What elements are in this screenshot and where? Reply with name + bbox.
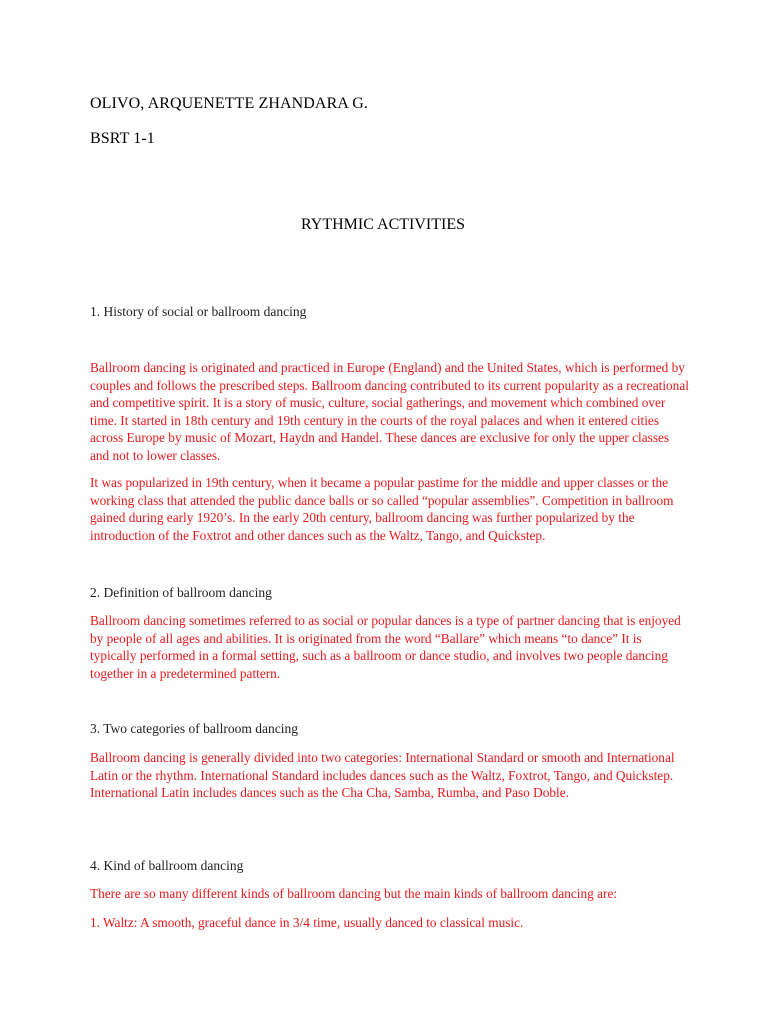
section-heading-categories: 3. Two categories of ballroom dancing xyxy=(90,721,298,736)
section-heading-history: 1. History of social or ballroom dancing xyxy=(90,304,307,319)
paragraph-categories: Ballroom dancing is generally divided into two categories: International Standard or smooth and International Latin or the rhythm. International Standard includes dances such as the Waltz, Foxtrot, Tango, and Quickstep. International Latin includes dances such as the Cha Cha, Samba, Rumba, and Paso Doble. xyxy=(90,750,675,801)
document-title: RYTHMIC ACTIVITIES xyxy=(301,216,465,233)
paragraph-kinds-waltz: 1. Waltz: A smooth, graceful dance in 3/4 time, usually danced to classical music. xyxy=(90,915,524,930)
student-section: BSRT 1-1 xyxy=(90,130,155,147)
section-heading-definition: 2. Definition of ballroom dancing xyxy=(90,585,272,600)
paragraph-definition: Ballroom dancing sometimes referred to as social or popular dances is a type of partner dancing that is enjoyed by people of all ages and abilities. It is originated from the word “Ballare” which means “to dance” It is typically performed in a formal setting, such as a ballroom or dance studio, and involves two people dancing together in a predetermined pattern. xyxy=(90,613,681,681)
paragraph-history-2: It was popularized in 19th century, when it became a popular pastime for the middle and upper classes or the working class that attended the public dance balls or so called “popular assemblies”. Competition in ballroom gained during early 1920’s. In the early 20th century, ballroom dancing was further popularized by the introduction of the Foxtrot and other dances such as the Waltz, Tango, and Quickstep. xyxy=(90,475,674,543)
paragraph-history-1: Ballroom dancing is originated and practiced in Europe (England) and the United States, which is performed by couples and follows the prescribed steps. Ballroom dancing contributed to its current popularity as a recreational and competitive spirit. It is a story of music, culture, social gatherings, and movement which combined over time. It started in 18th century and 19th century in the courts of the royal palaces and when it entered cities across Europe by music of Mozart, Haydn and Handel. These dances are exclusive for only the upper classes and not to lower classes. xyxy=(90,360,689,463)
paragraph-kinds-intro: There are so many different kinds of ballroom dancing but the main kinds of ballroom dancing are: xyxy=(90,886,618,901)
section-heading-kinds: 4. Kind of ballroom dancing xyxy=(90,858,244,873)
student-name: OLIVO, ARQUENETTE ZHANDARA G. xyxy=(90,95,368,112)
